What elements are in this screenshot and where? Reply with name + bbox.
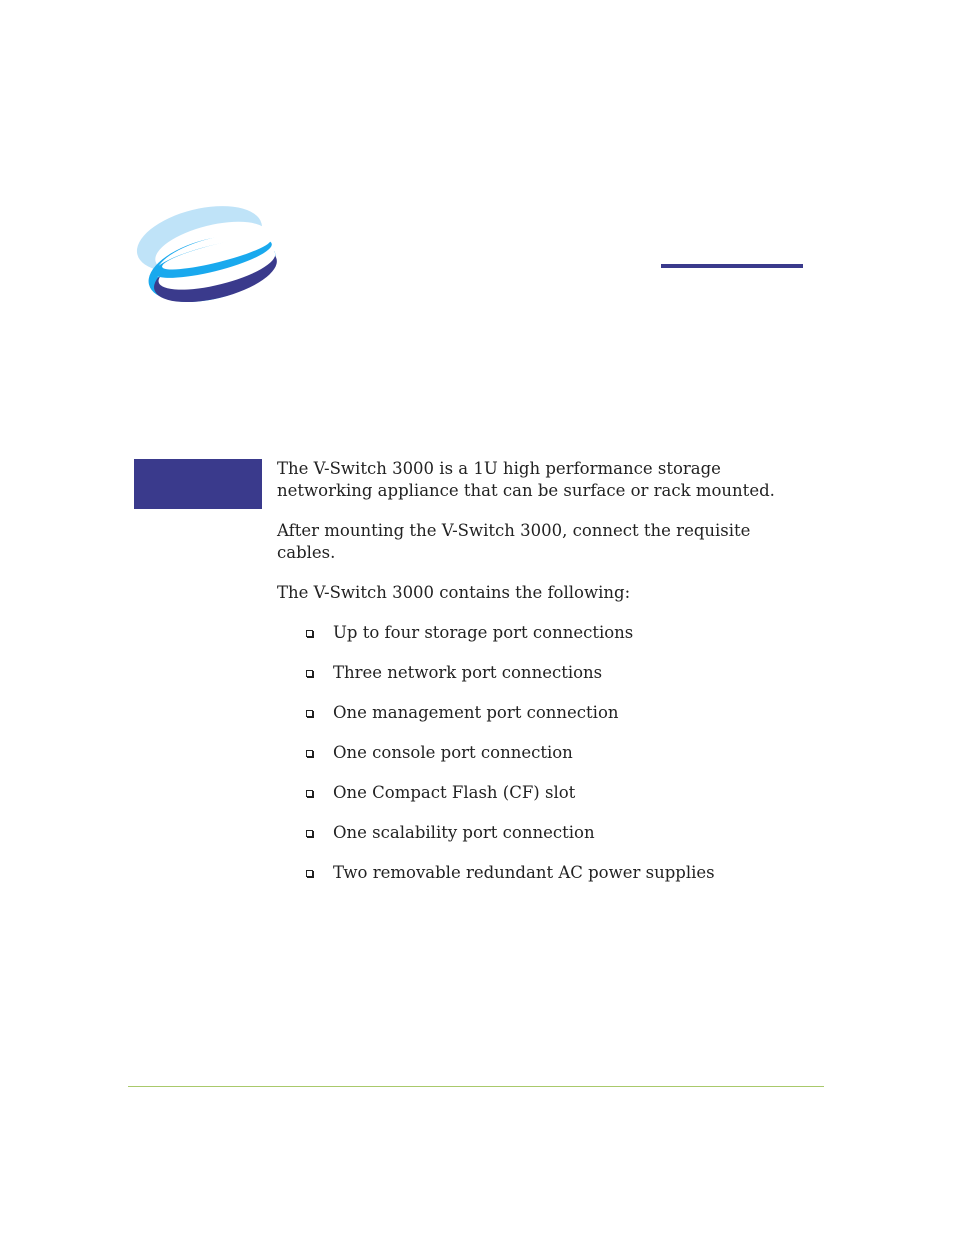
bullet-icon	[306, 670, 313, 677]
bullet-icon	[306, 870, 313, 877]
content	[277, 458, 797, 902]
list-item: Three network port connections	[277, 662, 797, 684]
list-item: Two removable redundant AC power supplies	[277, 862, 797, 884]
mounting-paragraph: After mounting the V-Switch 3000, connect the requisite cables.	[277, 521, 751, 562]
bullet-icon	[306, 750, 313, 757]
intro-paragraph: The V-Switch 3000 is a 1U high performance storage networking appliance that can be surface or rack mounted.	[277, 459, 775, 500]
list-item: One Compact Flash (CF) slot	[277, 782, 797, 804]
bullet-icon	[306, 710, 313, 717]
bullet-icon	[306, 790, 313, 797]
section-marker-block	[134, 459, 262, 509]
list-item: One management port connection	[277, 702, 797, 724]
bullet-icon	[306, 630, 313, 637]
list-item: Up to four storage port connections	[277, 622, 797, 644]
list-item: One console port connection	[277, 742, 797, 764]
list-item: One scalability port connection	[277, 822, 797, 844]
contents-paragraph: The V-Switch 3000 contains the following:	[277, 583, 631, 602]
title-rule	[661, 264, 803, 268]
footer-rule	[128, 1086, 824, 1087]
bullet-icon	[306, 830, 313, 837]
feature-list	[277, 622, 797, 884]
company-logo-icon	[130, 192, 282, 322]
